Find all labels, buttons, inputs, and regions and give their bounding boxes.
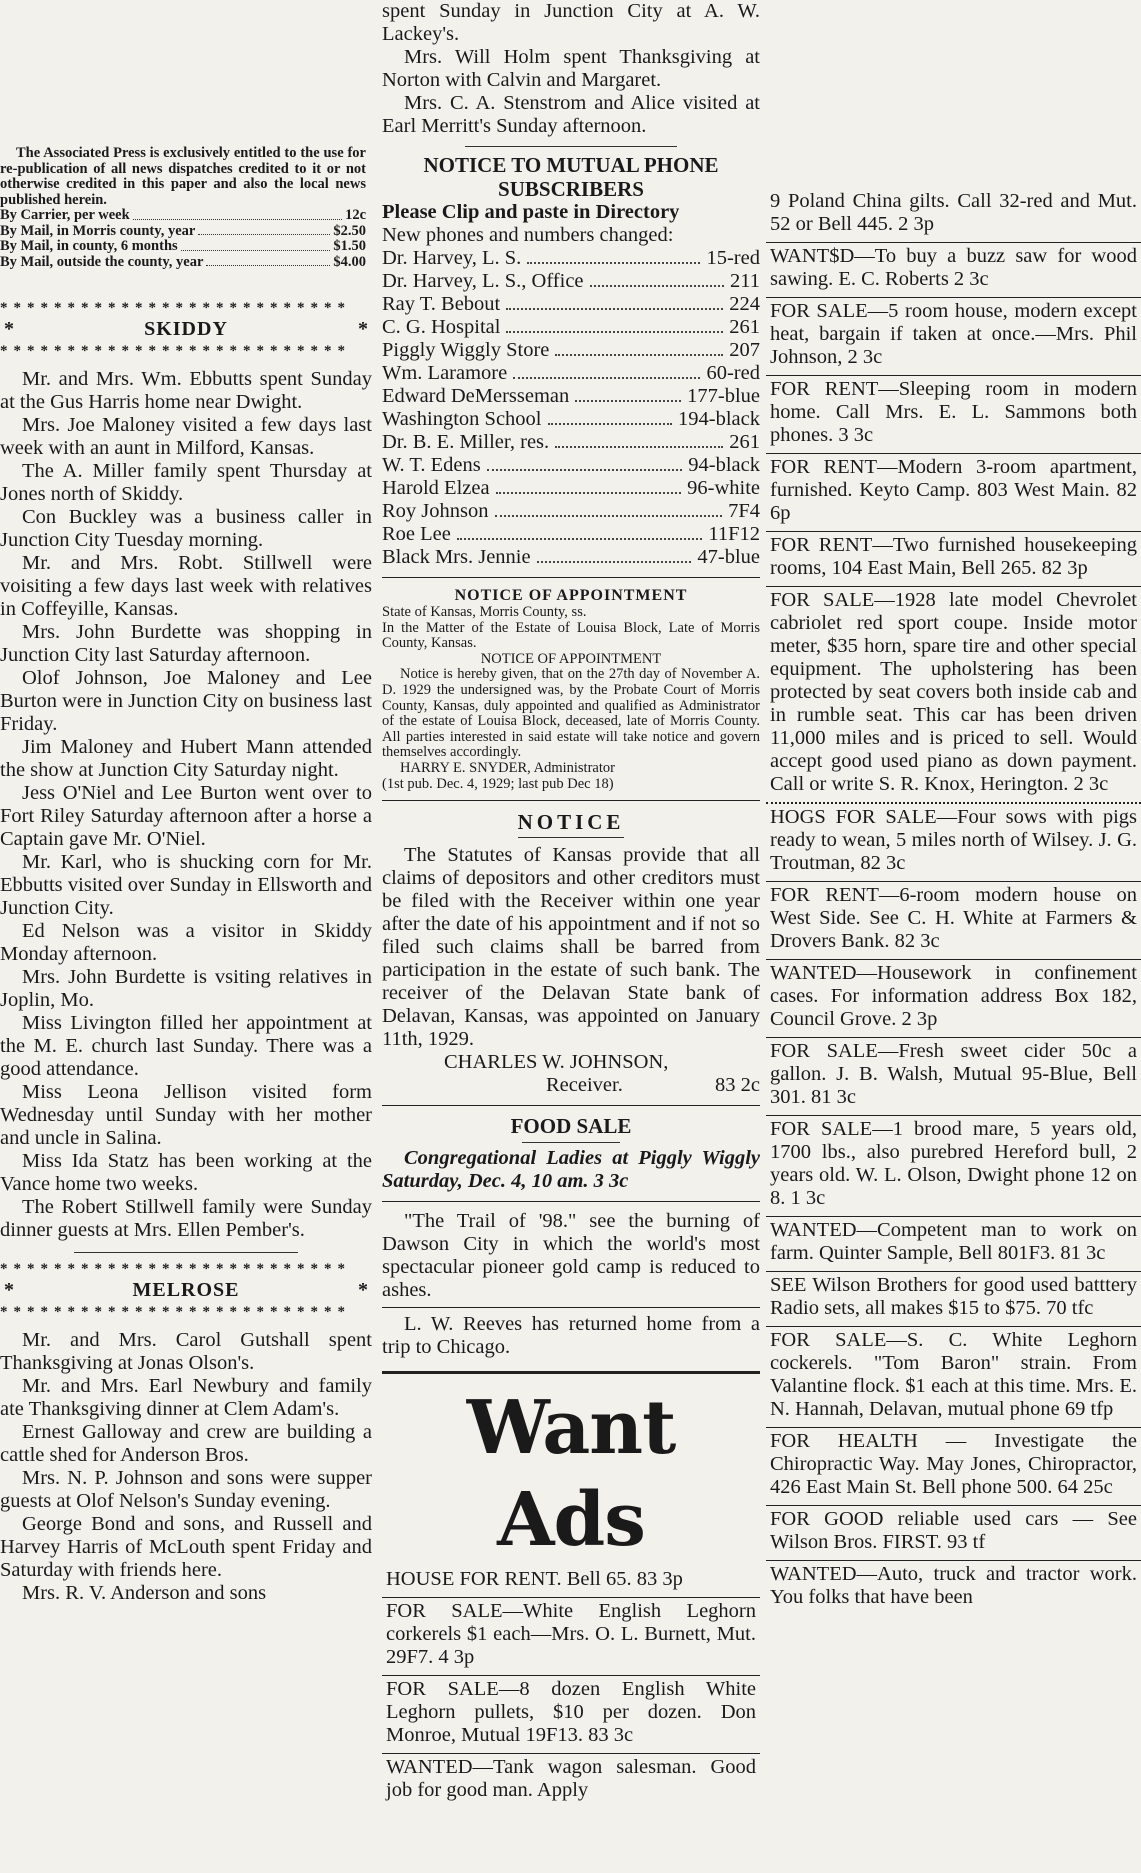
classified-ad: WANTED—Housework in confinement cases. For information address Box 182, Council Grove. 2 3p — [766, 960, 1141, 1038]
news-item: Jim Maloney and Hubert Mann attended the show at Junction City Saturday night. — [0, 736, 372, 781]
want-ads-banner: Want Ads — [466, 1385, 676, 1564]
appointment-state: State of Kansas, Morris County, ss. — [382, 604, 587, 620]
rate-row: By Mail, in Morris county, year $2.50 — [0, 222, 366, 239]
column-middle — [382, 0, 760, 1808]
news-item: Mrs. C. A. Stenstrom and Alice visited at Earl Merritt's Sunday afternoon. — [382, 92, 760, 137]
classified-ad: FOR SALE—Fresh sweet cider 50c a gallon. J. B. Walsh, Mutual 95-Blue, Bell 301. 81 3c — [766, 1038, 1141, 1116]
rate-row: By Mail, outside the county, year $4.00 — [0, 253, 366, 270]
notice-signer: CHARLES W. JOHNSON, — [444, 1051, 669, 1074]
notice-role: Receiver. — [546, 1074, 623, 1097]
directory-entry: Black Mrs. Jennie 47-blue — [382, 546, 760, 568]
title-underline — [522, 1142, 620, 1143]
section-divider — [382, 800, 760, 801]
rate-row: By Carrier, per week 12c — [0, 207, 366, 223]
appointment-title: NOTICE OF APPOINTMENT — [454, 587, 688, 604]
news-item: Mrs. John Burdette was shopping in Junction City last Saturday afternoon. — [0, 621, 372, 666]
section-divider — [465, 146, 677, 147]
directory-entry: Washington School 194-black — [382, 408, 760, 430]
classified-ad: FOR SALE—8 dozen English White Leghorn pullets, $10 per dozen. Don Monroe, Mutual 19F13. 83 3c — [382, 1676, 760, 1754]
section-divider — [74, 1252, 297, 1253]
classified-ad: 9 Poland China gilts. Call 32-red and Mut. 52 or Bell 445. 2 3p — [766, 188, 1141, 243]
directory-entry: Wm. Laramore 60-red — [382, 362, 760, 384]
skiddy-header: * SKIDDY * — [4, 318, 368, 340]
classified-ad: FOR SALE—S. C. White Leghorn cockerels. "Tom Baron" strain. From Valantine flock. $1 each at this time. Mrs. E. N. Hannah, Delavan, mutual phone 69 tfp — [766, 1327, 1141, 1428]
news-item: L. W. Reeves has returned home from a trip to Chicago. — [382, 1313, 760, 1359]
phone-directory — [382, 247, 760, 569]
want-ads-right — [766, 188, 1141, 1615]
news-item: Mr. and Mrs. Wm. Ebbutts spent Sunday at the Gus Harris home near Dwight. — [0, 368, 372, 413]
news-item: Mrs. R. V. Anderson and sons — [22, 1582, 267, 1604]
news-item: Mrs. N. P. Johnson and sons were supper guests at Olof Nelson's Sunday evening. — [0, 1467, 372, 1512]
classified-ad: FOR SALE—1 brood mare, 5 years old, 1700 lbs., also purebred Hereford bull, 2 years old. W. L. Olson, Dwight phone 12 on 8. 1 3c — [766, 1116, 1141, 1217]
section-divider — [382, 1307, 760, 1308]
skiddy-title: SKIDDY — [144, 318, 228, 340]
directory-entry: Roe Lee 11F12 — [382, 523, 760, 545]
section-divider — [382, 1371, 760, 1374]
want-ads-middle — [382, 1566, 760, 1808]
star-border: ************************** — [0, 343, 351, 359]
news-item: Miss Ida Statz has been working at the Vance home two weeks. — [0, 1150, 372, 1195]
notice-title: NOTICE — [517, 810, 625, 835]
directory-entry: Ray T. Bebout 224 — [382, 293, 760, 315]
appointment-pub: (1st pub. Dec. 4, 1929; last pub Dec 18) — [382, 775, 614, 792]
associated-press-notice: The Associated Press is exclusively entitled to the use for re-publication of all news dispatches credited to it or not otherwise credited in this paper and also the local news published herein. — [0, 145, 366, 208]
section-divider — [382, 577, 760, 578]
directory-entry: Piggly Wiggly Store 207 — [382, 339, 760, 361]
classified-ad: FOR GOOD reliable used cars — See Wilson Bros. FIRST. 93 tf — [766, 1506, 1141, 1561]
classified-ad: FOR RENT—Two furnished housekeeping rooms, 104 East Main, Bell 265. 82 3p — [766, 532, 1141, 587]
news-item: "The Trail of '98." see the burning of Dawson City in which the world's most spectacular pioneer gold camp is reduced to ashes. — [382, 1210, 760, 1302]
directory-entry: Dr. Harvey, L. S. 15-red — [382, 247, 760, 269]
news-item: The A. Miller family spent Thursday at Jones north of Skiddy. — [0, 460, 372, 505]
appointment-notice — [382, 586, 760, 792]
classified-ad: HOUSE FOR RENT. Bell 65. 83 3p — [382, 1566, 760, 1598]
spacer — [766, 0, 1141, 188]
news-item: Mrs. Will Holm spent Thanksgiving at Norton with Calvin and Margaret. — [382, 46, 760, 91]
section-divider — [382, 1105, 760, 1106]
notice-role-line — [382, 1074, 760, 1097]
directory-entry: Dr. B. E. Miller, res. 261 — [382, 431, 760, 453]
melrose-header: * MELROSE * — [4, 1279, 368, 1301]
news-item: Ernest Galloway and crew are building a cattle shed for Anderson Bros. — [0, 1421, 372, 1466]
appointment-matter: In the Matter of the Estate of Louisa Block, Late of Morris County, Kansas. — [382, 619, 760, 652]
classified-ad: FOR RENT—6-room modern house on West Side. See C. H. White at Farmers & Drovers Bank. 82 3c — [766, 882, 1141, 960]
directory-entry: Edward DeMersseman 177-blue — [382, 385, 760, 407]
notice-code: 83 2c — [715, 1074, 760, 1097]
classified-ad: FOR SALE—5 room house, modern except heat, bargain if taken at once.—Mrs. Phil Johnson, 2 3c — [766, 298, 1141, 376]
appointment-body: Notice is hereby given, that on the 27th day of November A. D. 1929 the undersigned was, by the Probate Court of Morris County, Kansas, duly appointed and qualified as Administrator of the estate of Louisa Block, deceased, late of Morris County. All parties interested in said estate will take notice and govern themselves accordingly. — [382, 666, 760, 761]
directory-entry: Harold Elzea 96-white — [382, 477, 760, 499]
news-item: Mr. and Mrs. Earl Newbury and family ate Thanksgiving dinner at Clem Adam's. — [0, 1375, 372, 1420]
news-item: Mrs. Joe Maloney visited a few days last week with an aunt in Milford, Kansas. — [0, 414, 372, 459]
rate-row: By Mail, in county, 6 months $1.50 — [0, 238, 366, 254]
section-divider — [382, 1201, 760, 1202]
classified-ad: FOR RENT—Modern 3-room apartment, furnished. Keyto Camp. 803 West Main. 82 6p — [766, 454, 1141, 532]
directory-entry: W. T. Edens 94-black — [382, 454, 760, 476]
phone-notice-subtitle: Please Clip and paste in Directory — [382, 201, 680, 223]
classified-ad: WANTED—Auto, truck and tractor work. You folks that have been — [770, 1563, 1137, 1608]
classified-ad: FOR SALE—White English Leghorn corkerels $1 each—Mrs. O. L. Burnett, Mut. 29F7. 4 3p — [382, 1598, 760, 1676]
classified-ad: FOR SALE—1928 late model Chevrolet cabriolet red sport coupe. Inside motor meter, $35 horn, spare tire and other special equipment. The upholstering has been protected by seat covers both inside cab and in rumble seat. This car has been driven 11,000 miles and is priced to sell. Would accept good used piano as down payment. Call or write S. R. Knox, Herington. 2 3c — [766, 587, 1141, 804]
melrose-title: MELROSE — [132, 1279, 240, 1301]
news-item: Olof Johnson, Joe Maloney and Lee Burton were in Junction City on business last Friday. — [0, 667, 372, 735]
appointment-subtitle: NOTICE OF APPOINTMENT — [480, 650, 662, 667]
subscription-rates — [0, 208, 366, 270]
classified-ad: FOR HEALTH — Investigate the Chiropractic Way. May Jones, Chiropractor, 426 East Main St. Bell phone 500. 64 25c — [766, 1428, 1141, 1506]
classified-ad: WANT$D—To buy a buzz saw for wood sawing. E. C. Roberts 2 3c — [766, 243, 1141, 298]
news-item: George Bond and sons, and Russell and Harvey Harris of McLouth spent Friday and Saturday with friends here. — [0, 1513, 372, 1581]
classified-ad: WANTED—Competent man to work on farm. Quinter Sample, Bell 801F3. 81 3c — [766, 1217, 1141, 1272]
star-border: ************************** — [0, 300, 351, 316]
news-item: Mrs. John Burdette is vsiting relatives in Joplin, Mo. — [0, 966, 372, 1011]
classified-ad: SEE Wilson Brothers for good used batttery Radio sets, all makes $15 to $75. 70 tfc — [766, 1272, 1141, 1327]
phone-notice-title: NOTICE TO MUTUAL PHONE SUBSCRIBERS — [423, 153, 719, 201]
appointment-signature: HARRY E. SNYDER, Administrator — [400, 759, 615, 776]
phone-notice-intro: New phones and numbers changed: — [382, 224, 674, 246]
news-item: Mr. Karl, who is shucking corn for Mr. Ebbutts visited over Sunday in Ellsworth and Junction City. — [0, 851, 372, 919]
classified-ad: HOGS FOR SALE—Four sows with pigs ready to wean, 5 miles north of Wilsey. J. G. Troutman, 82 3c — [766, 804, 1141, 882]
column-left — [0, 0, 372, 1605]
news-item: Jess O'Niel and Lee Burton went over to Fort Riley Saturday afternoon after a horse a Captain gave Mr. O'Niel. — [0, 782, 372, 850]
star-border: ************************** — [0, 1261, 351, 1277]
melrose-news — [0, 1329, 372, 1605]
food-sale-title: FOOD SALE — [510, 1114, 632, 1139]
news-item: Ed Nelson was a visitor in Skiddy Monday afternoon. — [0, 920, 372, 965]
skiddy-news — [0, 368, 372, 1242]
directory-entry: Roy Johnson 7F4 — [382, 500, 760, 522]
news-item: spent Sunday in Junction City at A. W. Lackey's. — [382, 0, 760, 45]
directory-entry: C. G. Hospital 261 — [382, 316, 760, 338]
title-underline — [518, 837, 624, 838]
directory-entry: Dr. Harvey, L. S., Office 211 — [382, 270, 760, 292]
notice-body: The Statutes of Kansas provide that all claims of depositors and other creditors must be filed with the Receiver within one year after the date of his appointment and if not so filed such claims shall be barred from participation in the estate of such bank. The receiver of the Delavan State bank of Delavan, Kansas, was appointed on January 11th, 1929. — [382, 844, 760, 1051]
food-sale-body: Congregational Ladies at Piggly Wiggly Saturday, Dec. 4, 10 am. 3 3c — [382, 1147, 760, 1193]
news-item: Mr. and Mrs. Carol Gutshall spent Thanksgiving at Jonas Olson's. — [0, 1329, 372, 1374]
column-right — [766, 0, 1141, 1615]
news-item: Con Buckley was a business caller in Junction City Tuesday morning. — [0, 506, 372, 551]
star-border: ************************** — [0, 1304, 351, 1320]
news-item: Mr. and Mrs. Robt. Stillwell were voisiting a few days last week with relatives in Coffeyille, Kansas. — [0, 552, 372, 620]
news-item: Miss Leona Jellison visited form Wednesday until Sunday with her mother and uncle in Salina. — [0, 1081, 372, 1149]
news-item: The Robert Stillwell family were Sunday dinner guests at Mrs. Ellen Pember's. — [0, 1196, 372, 1241]
classified-ad: FOR RENT—Sleeping room in modern home. Call Mrs. E. L. Sammons both phones. 3 3c — [766, 376, 1141, 454]
classified-ad: WANTED—Tank wagon salesman. Good job for good man. Apply — [386, 1756, 756, 1802]
news-item: Miss Livington filled her appointment at the M. E. church last Sunday. There was a good attendance. — [0, 1012, 372, 1080]
